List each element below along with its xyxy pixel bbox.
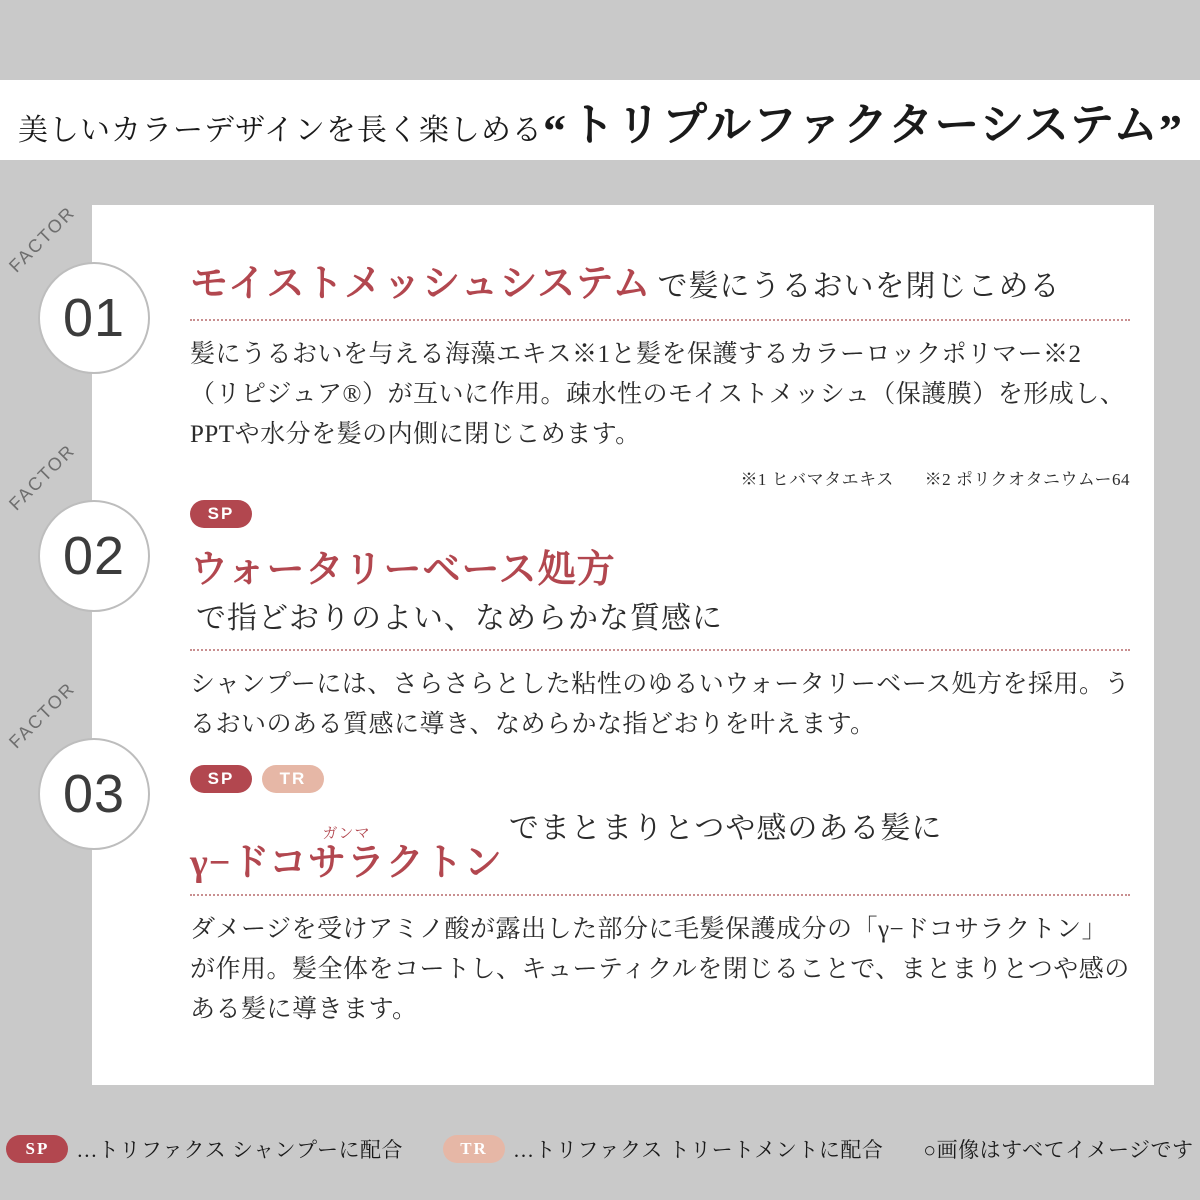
- tag-tr-03: TR: [262, 765, 324, 793]
- legend-sp: [6, 1134, 403, 1164]
- legend-note-text: ○画像はすべてイメージです: [923, 1138, 1194, 1162]
- factor-headline-ruby-03: ガンマ: [322, 826, 371, 842]
- factor-headline-strong-01: モイストメッシュシステム: [190, 263, 652, 305]
- factor-headline-strong-03: γ−ドコサラクトン: [190, 842, 503, 884]
- divider-01: [190, 319, 1130, 321]
- factor-notes-01: [190, 465, 1130, 490]
- header-main-title: トリプルファクターシステム: [569, 99, 1159, 150]
- header-inner: [8, 88, 1192, 156]
- factor-label-01: FACTOR: [5, 202, 80, 277]
- factor-badge-02: [38, 500, 150, 612]
- quote-close: ”: [1158, 104, 1182, 156]
- quote-open: “: [542, 104, 566, 156]
- divider-02: [190, 649, 1130, 651]
- factor-headline-rest-03: でまとまりとつや感のある髪に: [508, 812, 943, 845]
- legend-tag-tr: TR: [443, 1135, 505, 1163]
- factor-tags-03: [190, 765, 1130, 793]
- factor-badge-03: [38, 738, 150, 850]
- header-lead-text: 美しいカラーデザインを長く楽しめる: [18, 113, 543, 147]
- factor-note-01-1: ※1 ヒバマタエキス: [740, 470, 894, 489]
- divider-03: [190, 894, 1130, 896]
- factor-section-01: [190, 252, 1130, 490]
- header-banner: [0, 80, 1200, 160]
- factor-headline-rest-01: で髪にうるおいを閉じこめる: [657, 270, 1061, 303]
- factor-badge-01: [38, 262, 150, 374]
- factor-number-02: 02: [62, 526, 126, 586]
- factor-section-02: [190, 500, 1130, 745]
- footer-legend: [0, 1126, 1200, 1172]
- legend-note: [923, 1134, 1193, 1164]
- factor-body-02: シャンプーには、さらさらとした粘性のゆるいウォータリーベース処方を採用。うるおいのある質感に導き、なめらかな指どおりを叶えます。: [190, 671, 1131, 738]
- factor-headline-strong-02: ウォータリーベース処方: [190, 549, 616, 591]
- factor-body-03: ダメージを受けアミノ酸が露出した部分に毛髪保護成分の「γ−ドコサラクトン」が作用。髪全体をコートし、キューティクルを閉じることで、まとまりとつや感のある髪に導きます。: [190, 916, 1130, 1023]
- factor-headline-03: [190, 803, 1130, 882]
- factor-body-01: 髪にうるおいを与える海藻エキス※1と髪を保護するカラーロックポリマー※2（リピジュア®）が互いに作用。疎水性のモイストメッシュ（保護膜）を形成し、PPTや水分を髪の内側に閉じこめます。: [190, 341, 1126, 448]
- legend-sp-text: …トリファクス シャンプーに配合: [76, 1138, 403, 1162]
- factor-number-03: 03: [62, 764, 126, 824]
- factor-section-03: [190, 765, 1130, 1030]
- legend-tr: [443, 1134, 883, 1164]
- legend-tag-sp: SP: [6, 1135, 68, 1163]
- factor-label-03: FACTOR: [5, 678, 80, 753]
- legend-tr-text: …トリファクス トリートメントに配合: [513, 1138, 884, 1162]
- factor-number-01: 01: [62, 288, 126, 348]
- factor-headline-rest-02: で指どおりのよい、なめらかな質感に: [196, 602, 723, 635]
- tag-sp-03: SP: [190, 765, 252, 793]
- factor-headline-ruby-wrap-03: [190, 827, 503, 882]
- factor-headline-01: [190, 252, 1130, 307]
- tag-sp-02: SP: [190, 500, 252, 528]
- factor-note-01-2: ※2 ポリクオタニウムー64: [924, 470, 1130, 489]
- factor-headline-02: [190, 538, 1130, 637]
- factor-tags-02: [190, 500, 1130, 528]
- factor-label-02: FACTOR: [5, 440, 80, 515]
